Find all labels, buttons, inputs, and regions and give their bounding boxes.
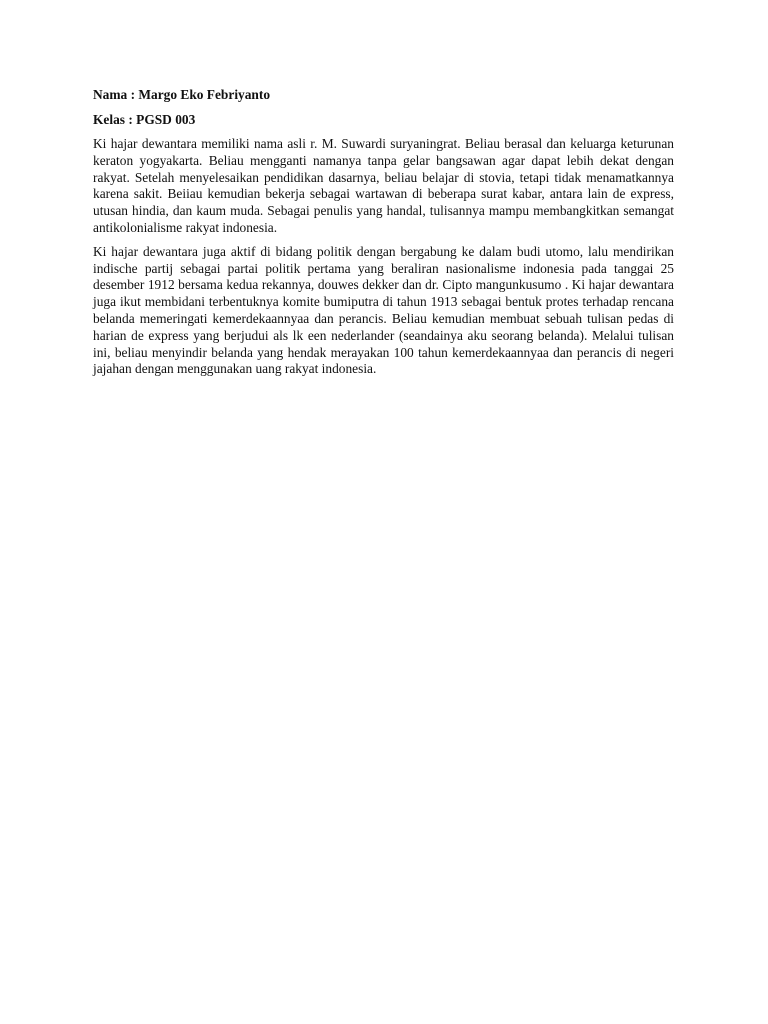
- paragraph-1: Ki hajar dewantara memiliki nama asli r. M. Suwardi suryaningrat. Beliau berasal dan keluarga keturunan keraton yogyakarta. Beliau mengganti namanya tanpa gelar bangsawan agar dapat lebih dekat dengan rakyat. Setelah menyelesaikan pendidikan dasarnya, beliau belajar di stovia, tetapi tidak menamatkannya karena sakit. Beiiau kemudian bekerja sebagai wartawan di beberapa surat kabar, antara lain de express, utusan hindia, dan kaum muda. Sebagai penulis yang handal, tulisannya mampu membangkitkan semangat antikolonialisme rakyat indonesia.: [93, 136, 674, 235]
- paragraph-2: Ki hajar dewantara juga aktif di bidang politik dengan bergabung ke dalam budi utomo, lalu mendirikan indische partij sebagai partai politik pertama yang beraliran nasionalisme indonesia pada tanggai 25 desember 1912 bersama kedua rekannya, douwes dekker dan dr. Cipto mangunkusumo . Ki hajar dewantara juga ikut membidani terbentuknya komite bumiputra di tahun 1913 sebagai bentuk protes terhadap rencana belanda memeringati kemerdekaannyaa dan perancis. Beliau kemudian membuat sebuah tulisan pedas di harian de express yang berjudui als lk een nederlander (seandainya aku seorang belanda). Melalui tulisan ini, beliau menyindir belanda yang hendak merayakan 100 tahun kemerdekaannyaa dan perancis di negeri jajahan dengan menggunakan uang rakyat indonesia.: [93, 243, 674, 377]
- document-page: [93, 86, 674, 385]
- student-name: Nama : Margo Eko Febriyanto: [93, 87, 271, 102]
- student-class: Kelas : PGSD 003: [93, 112, 196, 127]
